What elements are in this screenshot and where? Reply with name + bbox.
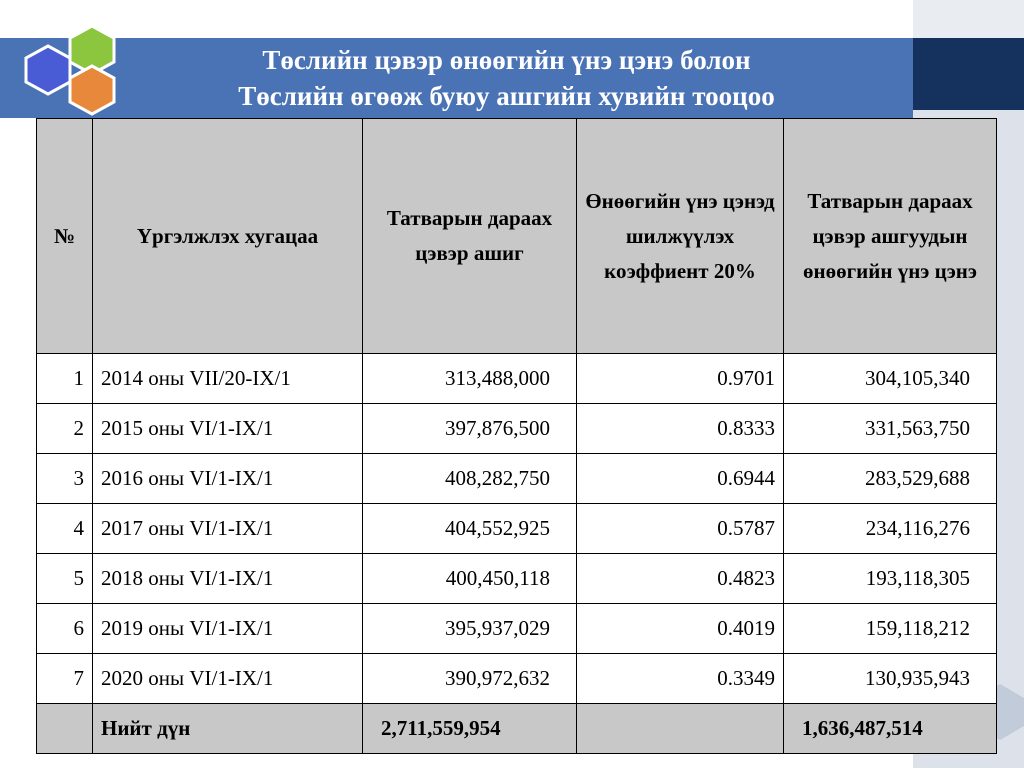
- table-row: [37, 454, 997, 504]
- row-num: 6: [37, 604, 93, 654]
- total-profit: 2,711,559,954: [363, 704, 577, 754]
- row-num: 2: [37, 404, 93, 454]
- row-num: 5: [37, 554, 93, 604]
- total-num-empty: [37, 704, 93, 754]
- row-present-value: 283,529,688: [784, 454, 997, 504]
- header-num: №: [37, 119, 93, 354]
- row-present-value: 193,118,305: [784, 554, 997, 604]
- row-period: 2015 оны VI/1-IX/1: [93, 404, 363, 454]
- title-bar-dark-block: [913, 38, 1024, 110]
- slide-title-line-2: Төслийн өгөөж буюу ашгийн хувийн тооцоо: [238, 81, 775, 111]
- row-present-value: 130,935,943: [784, 654, 997, 704]
- slide-title-line-1: Төслийн цэвэр өнөөгийн үнэ цэнэ болон: [262, 45, 751, 75]
- row-present-value: 234,116,276: [784, 504, 997, 554]
- header-profit: Татварын дараах цэвэр ашиг: [363, 119, 577, 354]
- row-coefficient: 0.3349: [577, 654, 784, 704]
- row-coefficient: 0.8333: [577, 404, 784, 454]
- row-coefficient: 0.9701: [577, 354, 784, 404]
- hexagon-logo-icon: [10, 22, 130, 122]
- table-row: [37, 654, 997, 704]
- table-row: [37, 404, 997, 454]
- row-coefficient: 0.4823: [577, 554, 784, 604]
- header-period: Үргэлжлэх хугацаа: [93, 119, 363, 354]
- header-present-value: Татварын дараах цэвэр ашгуудын өнөөгийн үнэ цэнэ: [784, 119, 997, 354]
- row-profit: 395,937,029: [363, 604, 577, 654]
- row-num: 3: [37, 454, 93, 504]
- row-coefficient: 0.5787: [577, 504, 784, 554]
- table-row: [37, 354, 997, 404]
- table-total-row: [37, 704, 997, 754]
- row-present-value: 304,105,340: [784, 354, 997, 404]
- row-period: 2019 оны VI/1-IX/1: [93, 604, 363, 654]
- table-header-row: [37, 119, 997, 354]
- row-num: 4: [37, 504, 93, 554]
- row-profit: 390,972,632: [363, 654, 577, 704]
- row-profit: 400,450,118: [363, 554, 577, 604]
- table-row: [37, 604, 997, 654]
- total-present-value: 1,636,487,514: [784, 704, 997, 754]
- row-period: 2020 оны VI/1-IX/1: [93, 654, 363, 704]
- row-period: 2018 оны VI/1-IX/1: [93, 554, 363, 604]
- row-profit: 408,282,750: [363, 454, 577, 504]
- row-profit: 404,552,925: [363, 504, 577, 554]
- row-coefficient: 0.4019: [577, 604, 784, 654]
- table-row: [37, 504, 997, 554]
- total-label: Нийт дүн: [93, 704, 363, 754]
- row-coefficient: 0.6944: [577, 454, 784, 504]
- row-present-value: 331,563,750: [784, 404, 997, 454]
- slide-title: [100, 42, 913, 114]
- row-present-value: 159,118,212: [784, 604, 997, 654]
- row-profit: 397,876,500: [363, 404, 577, 454]
- row-period: 2017 оны VI/1-IX/1: [93, 504, 363, 554]
- row-period: 2016 оны VI/1-IX/1: [93, 454, 363, 504]
- right-side-panel-top: [913, 0, 1024, 40]
- row-num: 7: [37, 654, 93, 704]
- row-profit: 313,488,000: [363, 354, 577, 404]
- total-coefficient-empty: [577, 704, 784, 754]
- row-num: 1: [37, 354, 93, 404]
- table-row: [37, 554, 997, 604]
- row-period: 2014 оны VII/20-IX/1: [93, 354, 363, 404]
- npv-table: [36, 118, 997, 754]
- header-coefficient: Өнөөгийн үнэ цэнэд шилжүүлэх коэффиент 20%: [577, 119, 784, 354]
- title-bar: [0, 38, 913, 118]
